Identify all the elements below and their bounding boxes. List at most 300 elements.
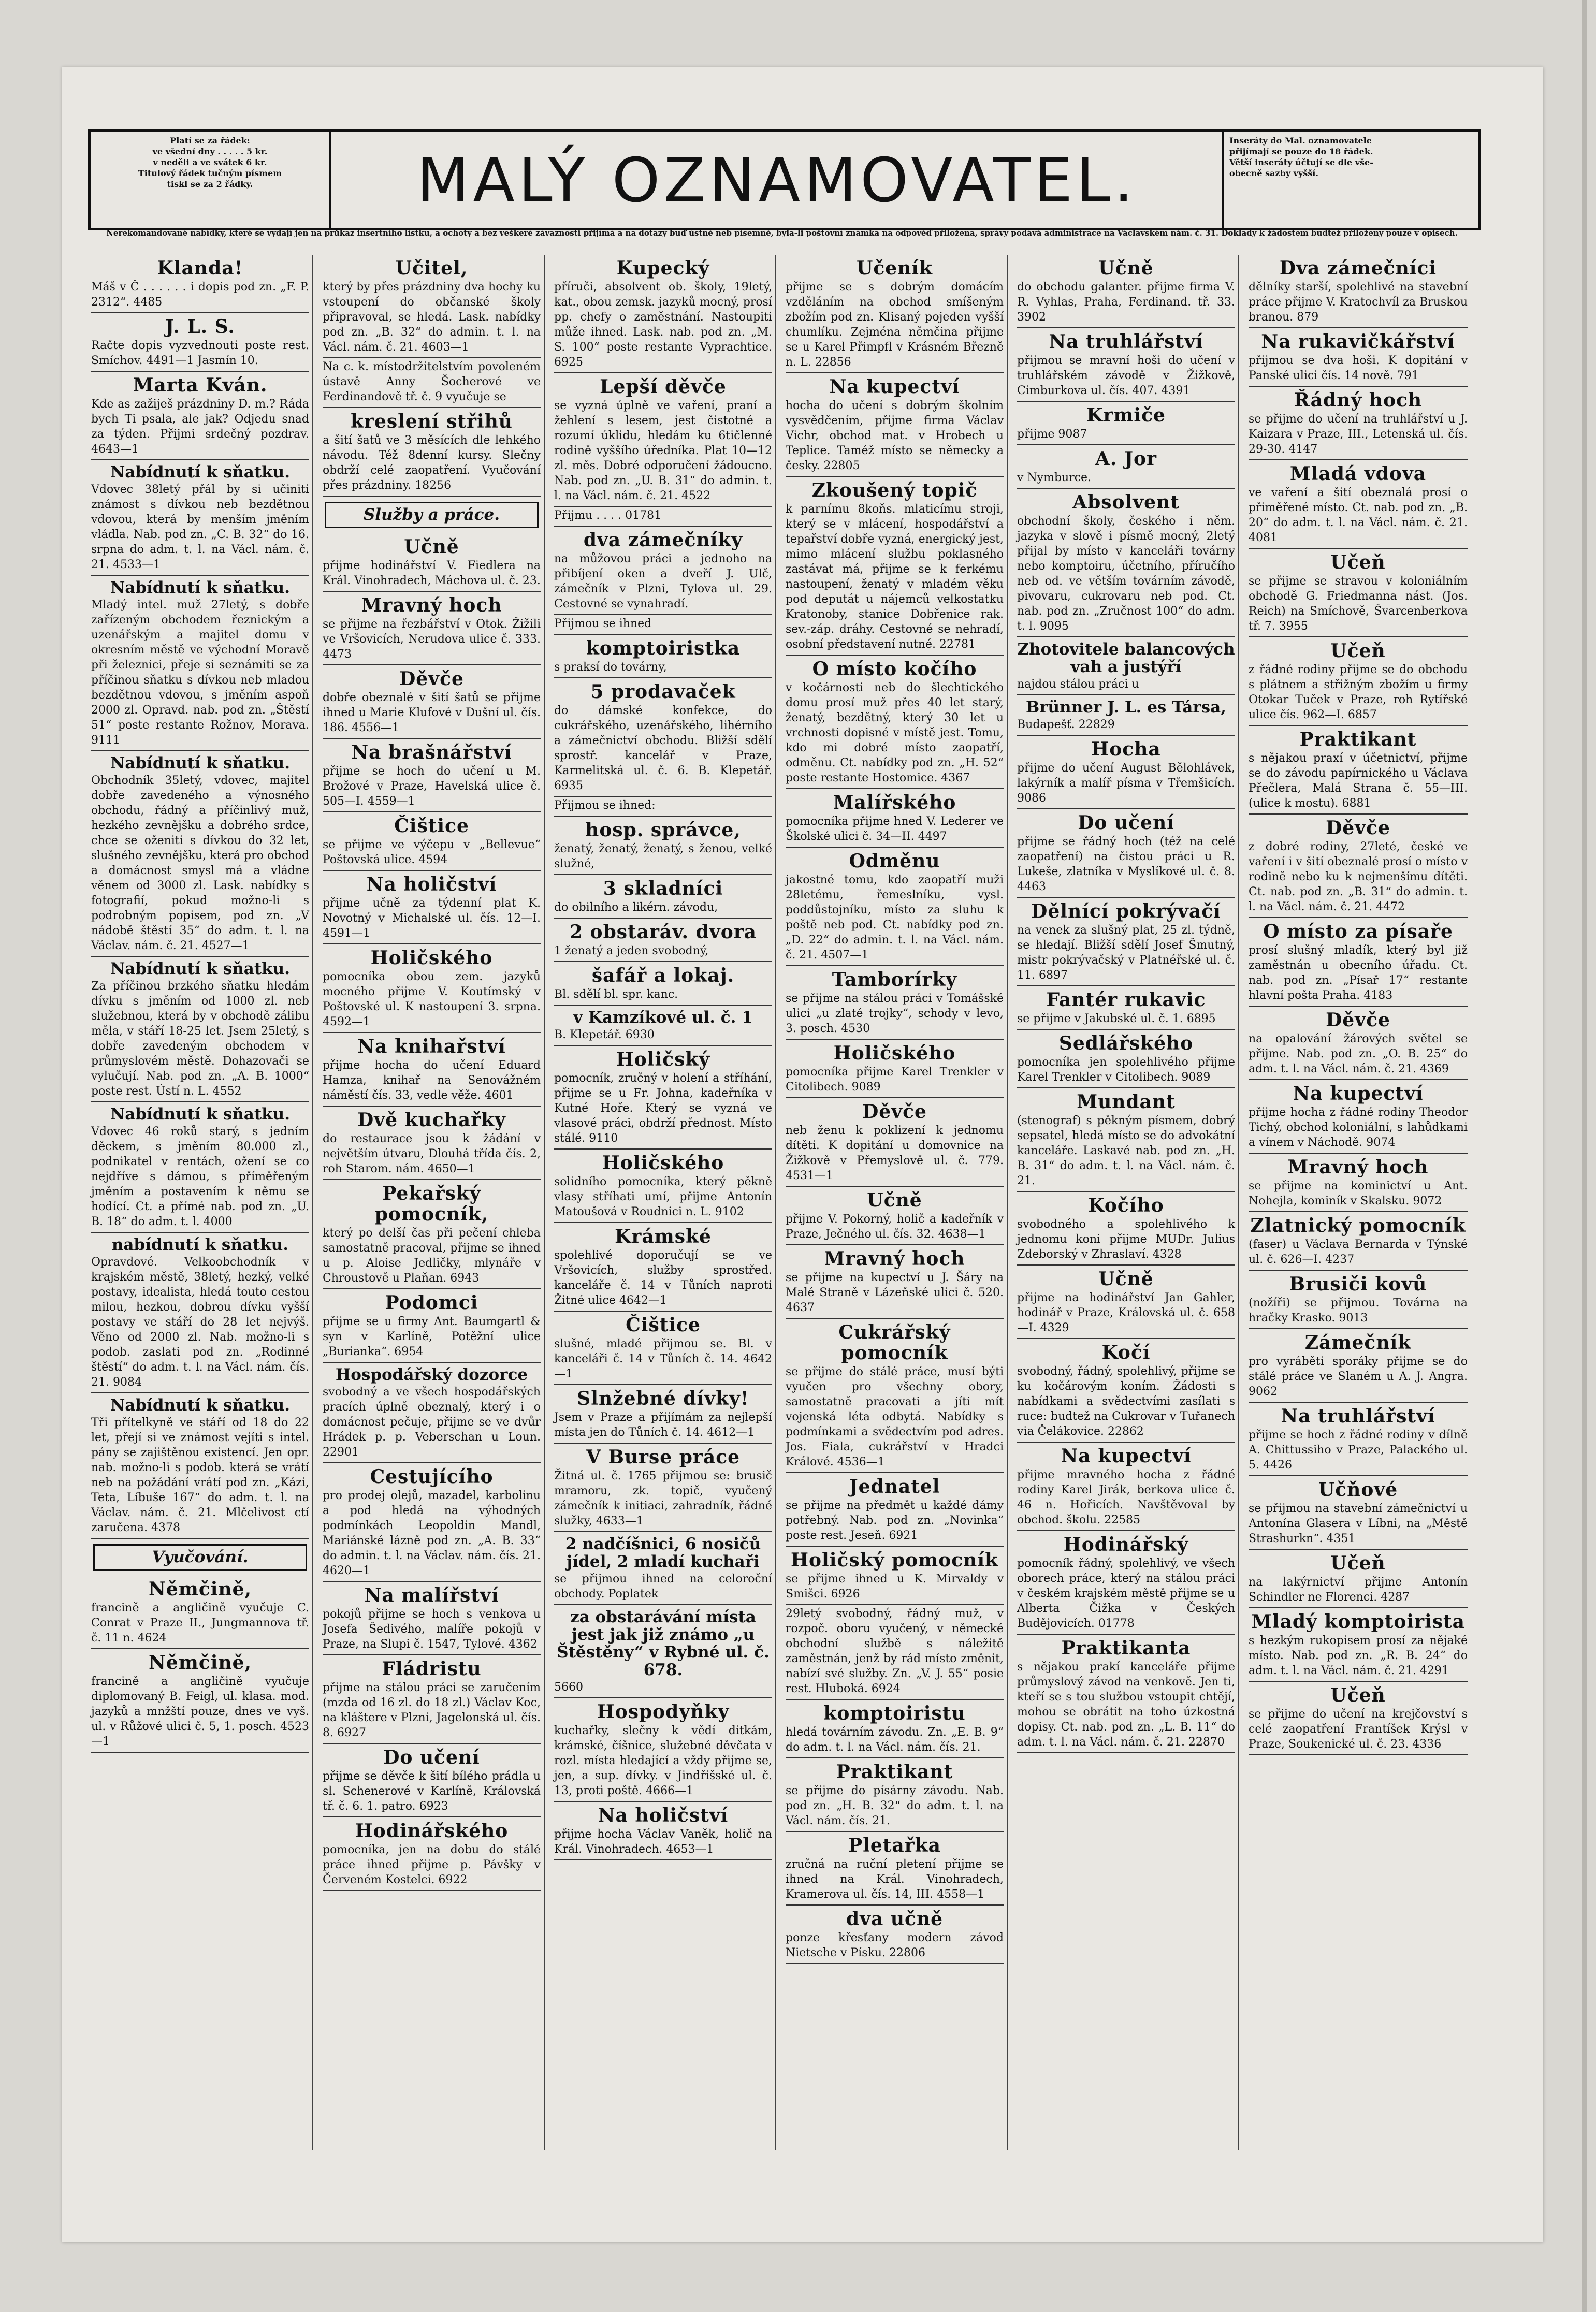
ad-heading: v Kamzíkové ul. č. 1 [573,1008,753,1027]
classified-ad [1249,1682,1468,1755]
section-heading: Služby a práce. [325,502,539,528]
ad-text: přijme 9087 [1017,428,1087,441]
classified-ad [1249,328,1468,387]
ad-heading: Děvče [1326,817,1390,839]
ad-text: se přijme na předmět u každé dámy potřebný. Nab. pod zn. „Novinka“ poste rest. Jeseň. 6921 [786,1499,1004,1542]
classified-ad [1249,815,1468,918]
classified-ad [554,1605,772,1698]
ad-text: (stenograf) s pěkným písmem, dobrý sepsatel, hledá místo se do advokátní kanceláře. Laskavé nab. pod zn. „H. B. 31“ do adm. t. l. na Václ. nám. č. 21. [1017,1114,1235,1187]
ad-text: dělníky starší, spolehlivé na stavební práce přijme V. Kratochvíl za Bruskou branou. 879 [1249,281,1468,324]
classified-ad [1249,918,1468,1007]
ad-text: přijme na stálou práci se zaručením (mzda od 16 zl. do 18 zl.) Václav Koc, na kláštere v Plzni, Jagelonská ul. čís. 8. 6927 [323,1681,541,1739]
ad-heading: Učeník [856,257,933,279]
classified-ad [1017,255,1235,328]
classified-ad [786,848,1004,966]
ad-text: přijme se hoch z řádné rodiny v dílně A. Chittussiho v Praze, Palackého ul. 5. 4426 [1249,1429,1468,1472]
ad-heading: Odměnu [849,850,940,872]
classified-ad [323,358,541,408]
ad-text: ponze křesťany modern závod Nietsche v Písku. 22806 [786,1931,1004,1959]
ad-text: se přijme na řezbářství v Otok. Žižili ve Vršovicích, Nerudova ulice č. 333. 4473 [323,618,541,661]
ad-text: Na c. k. místodržitelstvím povoleném ústavě Anny Šocherové ve Ferdinandově tř. č. 9 vyučuje se [323,360,541,403]
classified-ad [554,1046,772,1150]
ad-heading: Brünner J. L. es Társa, [1025,698,1227,717]
classified-ad [91,460,309,576]
classified-ad [554,1150,772,1223]
ad-heading: Učně [1098,1268,1154,1290]
ad-heading: 2 obstaráv. dvora [569,921,757,943]
ad-text: se přijmou ihned na celoroční obchody. Poplatek [554,1573,772,1601]
ad-heading: Učeň [1330,1684,1386,1706]
classified-ad [1017,1339,1235,1443]
classified-ad [323,1289,541,1363]
classified-ad [91,1649,309,1753]
ad-text: na lakýrnictví přijme Antonín Schindler ne Florenci. 4287 [1249,1576,1468,1604]
ad-heading: Na truhlářství [1049,331,1203,353]
ad-text: Jsem v Praze a přijímám za nejlepší místa jen do Tůních č. 14. 4612—1 [554,1411,772,1439]
ad-heading: Na holičství [366,874,497,895]
ad-heading: Tamborírky [832,969,957,991]
classified-ad [323,255,541,358]
ad-heading: Absolvent [1072,491,1180,513]
ad-text: přijme se řádný hoch (též na celé zaopatření) na čistou práci u R. Lukeše, zlatníka v Myslíkové ul. č. 8. 4463 [1017,835,1235,893]
ad-heading: V Burse práce [586,1446,741,1468]
rules-line: Inseráty do Mal. oznamovatele [1229,136,1372,146]
classified-ad [554,255,772,373]
ad-text: do obchodu galanter. přijme firma V. R. Vyhlas, Praha, Ferdinand. tř. 33. 3902 [1017,281,1235,324]
ad-heading: Čištice [626,1314,701,1336]
ad-heading: 2 nadčíšnici, 6 nosičů jídel, 2 mladí kuchaři [565,1535,761,1571]
ad-heading: Děvče [1326,1009,1390,1031]
classified-ad [1017,1192,1235,1266]
classified-ad [786,373,1004,477]
ad-heading: Do učení [383,1747,480,1768]
classified-ad [323,1463,541,1582]
classified-ad [1249,726,1468,815]
ad-heading: Holičského [833,1042,956,1064]
classified-ad [1017,489,1235,637]
ad-heading: Hodinářského [355,1820,509,1842]
ad-heading: A. Jor [1095,448,1157,470]
ad-heading: Pletařka [848,1835,941,1856]
ad-text: 1 ženatý a jeden svobodný, [554,944,709,957]
ad-heading: Na kupectví [1293,1083,1424,1104]
ad-heading: 5 prodavaček [590,681,736,703]
classified-ad [1017,809,1235,898]
ad-text: přijme učně za týdenní plat K. Novotný v Michalské ul. čís. 12—I. 4591—1 [323,897,541,940]
classified-ad [786,656,1004,789]
classified-ad [786,1700,1004,1758]
ad-text: s praksí do továrny, [554,661,667,674]
classified-ad [554,817,772,875]
ad-text: spolehlivé doporučují se ve Vršovicích, služby sprostřed. kanceláře č. 14 v Tůních naproti Žitné ulice 4642—1 [554,1249,772,1307]
classified-ad [1017,637,1235,695]
classified-ad [91,1102,309,1233]
classified-ad [554,1802,772,1860]
ad-text: se přijme na kupectví u J. Šáry na Malé Straně v Lázeňské ulici č. 520. 4637 [786,1271,1004,1314]
ad-text: se přijmou na stavební zámečnictví u Antonína Glasera v Líbni, na „Městě Strashurkn“. 4351 [1249,1502,1468,1545]
ad-text: se přijme do učení na krejčovství s celé zaopatření Frantíšek Krýsl v Praze, Soukenické ul. č. 23. 4336 [1249,1708,1468,1751]
ad-heading: Lepší děvče [600,376,727,398]
ad-text: Budapešť. 22829 [1017,718,1115,731]
classified-ad [1017,445,1235,489]
ad-text: se přijme do učení na truhlářství u J. Kaizara v Praze, III., Letenská ul. čís. 29-30. 4147 [1249,413,1468,456]
ad-text: přijme se děvče k šití bílého prádla u sl. Schenerové v Karlíně, Královská tř. č. 6. 1. patro. 6923 [323,1770,541,1813]
price-line: v neděli a ve svátek 6 kr. [153,157,267,167]
ad-text: v Nymburce. [1017,471,1092,484]
ad-text: k parnímu 8koňs. mlaticímu stroji, který se v mlácení, hospodářství a tepařství dobře vyzná, energický jest, mimo mlácení službu poklasného zastávat má, přijme se k ferkému nastoupení, ženatý v mladém věku pod deputát u nájemců velkostatku Kratonoby, stanice Dobřenice rak. sev.-záp. dráhy. Cestovné se nehradí, osobní představení nutné. 22781 [786,503,1004,651]
ad-heading: Dělnící pokrývačí [1031,900,1221,922]
ad-text: neb ženu k poklizení k jednomu dítěti. K dopitání u domovnice na Žižkově v Přemyslově ul. č. 779. 4531—1 [786,1124,1004,1182]
classified-ad [1249,1329,1468,1403]
classified-ad [323,533,541,592]
ad-heading: Učně [867,1189,922,1211]
price-line: tiskl se za 2 řádky. [167,179,253,189]
ad-heading: O místo za písaře [1263,921,1453,942]
ad-text: B. Klepetář. 6930 [554,1028,655,1041]
classified-ad [554,1532,772,1605]
ad-text: na můžovou práci a jednoho na přibíjení oken a dveří J. Ulč, zámečník v Plzni, Tylova ul. 29. Cestovné se vynahradí. [554,552,772,610]
ad-text: přijme hocha Václav Vaněk, holič na Král. Vinohradech. 4653—1 [554,1828,772,1856]
ad-heading: Praktikant [1299,729,1417,750]
ad-text: svobodného a spolehlivého k jednomu koni přijme MUDr. Julius Zdeborský v Zhraslaví. 4328 [1017,1218,1235,1261]
classified-ad [1249,255,1468,328]
ad-text: s nějakou prakí kanceláře přijme průmyslový závod na venkově. Jen ti, kteří se s tou službou vstoupit chtějí, mohou se obrátit na toho úzkostná dopisy. Ct. nab. pod zn. „L. B. 11“ do adm. t. l. na Václ. nám. č. 21. 22870 [1017,1661,1235,1749]
ad-text: přijme hocha do učení Eduard Hamza, knihař na Senovážném náměstí čís. 33, vedle věže. 4601 [323,1059,541,1102]
ad-heading: Fantér rukavic [1046,989,1206,1011]
scan-edge [1582,0,1587,2312]
classified-ad [554,635,772,678]
classified-ad [1017,1088,1235,1192]
ad-heading: Dva zámečníci [1279,257,1437,279]
ad-heading: Na kupectví [829,376,960,398]
ad-heading: Praktikanta [1061,1637,1191,1659]
classified-ad [1249,1007,1468,1080]
classified-ad [786,1098,1004,1187]
ad-heading: Děvče [862,1101,927,1123]
classified-ad [323,1744,541,1817]
ad-heading: Praktikant [836,1761,953,1783]
ad-text: pokojů přijme se hoch s venkova u Josefa Šedivého, malíře pokojů v Praze, na Slupi č. 1547, Tylové. 4362 [323,1608,541,1651]
classified-ad [786,1547,1004,1605]
classified-ad [786,1473,1004,1547]
ad-text: hocha do učení s dobrým školním vysvědčením, přijme firma Václav Vichr, obchod mat. v Hrobech u Teplice. Taméž místo se německy a česky. 22805 [786,399,1004,472]
classified-ad [1017,1030,1235,1088]
price-line: Platí se za řádek: [170,136,250,146]
ad-heading: Učňové [1318,1479,1398,1501]
classified-ad [554,1444,772,1532]
column-5 [1014,255,1239,2150]
ad-text: přijme hocha z řádné rodiny Theodor Tichý, obchod koloniální, s lahůdkami a vínem v Náchodě. 9074 [1249,1106,1468,1149]
column-1 [88,255,313,2150]
column-2 [320,255,545,2150]
classified-ad [1017,986,1235,1030]
classified-ad [1249,1403,1468,1476]
rules-line: obecně sazby vyšší. [1229,168,1318,178]
ad-heading: Řádný hoch [1294,389,1423,411]
ad-text: pro prodej olejů, mazadel, karbolinu a pod hledá na výhodných podmínkách Leopoldin Mandl, Mariánské lázně pod zn. „A. B. 33“ do admin. t. l. na Václav. nám. čís. 21. 4620—1 [323,1489,541,1577]
ad-heading: Marta Kván. [133,374,268,396]
ad-text: jakostné tomu, kdo zaopatří muži 28letému, řemeslníku, vysl. poddůstojníku, místo za sluhu k poště neb pod. Ct. nabídky pod zn. „D. 22“ do admin. t. l. na Václ. nám. č. 21. 4507—1 [786,874,1004,962]
classified-ad [1017,1443,1235,1531]
ad-text: francině a angličině vyučuje diplomovaný B. Feigl, ul. klasa. mod. jazyků a mnžští pouze, dnes ve vyš. ul. v Růžové ulici č. 5, 1. posch. 4523—1 [91,1675,309,1748]
ad-text: ženatý, ženatý, ženatý, s ženou, velké služné, [554,842,772,870]
classified-ad [786,1040,1004,1098]
ad-heading: nabídnutí k sňatku. [111,1235,289,1254]
classified-ad [91,751,309,957]
classified-ad [91,957,309,1102]
ad-text: přijme se u firmy Ant. Baumgartl & syn v Karlíně, Potěžní ulice „Burianka“. 6954 [323,1315,541,1358]
ad-text: Žitná ul. č. 1765 přijmou se: brusič mramoru, zk. topič, vyučený zámečník k initiaci, zahradník, řádné služky, 4633—1 [554,1470,772,1528]
ad-text: hledá továrním závodu. Zn. „E. B. 9“ do adm. t. l. na Václ. nám. čís. 21. [786,1726,1004,1754]
classified-ad [91,1576,309,1649]
classified-ad [554,1312,772,1385]
ad-text: solidního pomocníka, který pěkně vlasy stříhati umí, přijme Antonín Matoušová v Roudnici n. L. 9102 [554,1175,772,1218]
ad-heading: Cukrářský pomocník [838,1321,951,1364]
ad-heading: Zhotovitele balancových vah a justýří [1017,640,1235,676]
classified-ad [786,1187,1004,1245]
ad-text: kuchařky, slečny k vědí ditkám, krámské, číšnice, služebné děvčata v rozl. místa hledající a vždy přijme se, jen, a sup. dívky. v Jindřišské ul. č. 13, proti poště. 4666—1 [554,1724,772,1797]
ad-text: 29letý svobodný, řádný muž, v rozpoč. oboru vyučený, v německé obchodní službě s náležitě zaměstnán, jenž by rád místo změnit, nabízí své služby. Zn. „V. J. 55“ posie rest. Hluboká. 6924 [786,1607,1004,1695]
ad-heading: Mravný hoch [824,1248,965,1270]
classified-ad [1017,328,1235,402]
ad-heading: Nabídnutí k sňatku. [110,463,290,482]
ad-heading: Učně [1098,257,1154,279]
classified-ad [554,1006,772,1046]
ad-text: (nožíři) se přijmou. Továrna na hračky Krasko. 9013 [1249,1297,1468,1325]
ad-heading: Malířského [833,792,956,813]
ad-text: obchodní školy, českého i něm. jazyka v slově i písmě mocný, 2letý přijal by místo v kanceláři továrny nebo komptoiru, účetního, příručího neb od. ve větším továrním závodě, pivovaru, cukrovaru neb pod. Ct. nab. pod zn. „Zručnost 100“ do adm. t. l. 9095 [1017,515,1235,633]
classified-ad [1249,637,1468,726]
ad-heading: Fládristu [382,1658,482,1680]
ad-heading: Hospodyňky [597,1701,730,1723]
ad-text: Račte dopis vyzvednouti poste rest. Smíchov. 4491—1 Jasmín 10. [91,339,309,367]
ad-heading: Na kupectví [1061,1445,1192,1467]
ad-text: Mladý intel. muž 27letý, s dobře zařízeným obchodem řeznickým a uzenářským a majitel domu v okresním městě ve východní Moravě při železnici, přeje si seznámiti se za příčinou sňatku s dívkou neb mladou bezdětnou vdovou, s jměním aspoň 2000 zl. Opravd. nab. pod zn. „Štěstí 51“ poste restante Rožnov, Morava. 9111 [91,599,309,747]
classified-ad [1249,387,1468,460]
ad-heading: Mundant [1077,1091,1176,1113]
classified-ad [91,255,309,313]
ad-heading: Na knihařství [357,1036,506,1057]
classified-ad [786,966,1004,1040]
ad-heading: komptoiristu [823,1703,966,1724]
ad-text: se přijme ihned u K. Mirvaldy v Smišci. 6926 [786,1573,1004,1601]
ad-heading: Holičského [602,1152,724,1174]
ad-text: přijmou se mravní hoši do učení v truhlářském závodě v Žižkově, Cimburkova ul. čís. 407. 4391 [1017,354,1235,397]
rules-box [1222,132,1478,228]
ad-heading: O místo kočího [812,658,977,680]
classified-ad [786,477,1004,656]
ad-text: svobodný a ve všech hospodářských pracích úplně obeznalý, který i o domácnost pečuje, přijme se ve dvůr Hrádek p. p. Veberschan u Loun. 22901 [323,1386,541,1459]
ad-heading: Na malířství [364,1584,499,1606]
ad-heading: za obstarávání místa jest jak již známo „u Štěstěny“ v Rybné ul. č. 678. [557,1608,770,1679]
ad-heading: Holičského [370,947,493,969]
ad-text: se přijme na kominictví u Ant. Nohejla, kominík v Skalsku. 9072 [1249,1180,1468,1208]
ad-heading: Na truhlářství [1281,1405,1435,1427]
classified-ad [1249,1476,1468,1550]
ad-text: který by přes prázdniny dva hochy ku vstoupení do občanské školy připravoval, se hledá. Lask. nabídky pod zn. „B. 32“ do admin. t. l. na Václ. nám. č. 21. 4603—1 [323,281,541,354]
classified-ad [1017,1266,1235,1339]
ad-heading: J. L. S. [165,316,235,338]
ad-text: pomocníka, jen na dobu do stálé práce ihned přijme p. Pávšky v Červeném Kostelci. 6922 [323,1843,541,1886]
ad-text: pro vyráběti sporáky přijme se do stálé práce ve Slaném u A. J. Angra. 9062 [1249,1355,1468,1398]
classified-ad [91,1393,309,1539]
ad-heading: Zkoušený topič [811,479,978,501]
ad-heading: Slnžebné dívky! [577,1388,749,1409]
classified-ad [786,1605,1004,1700]
ad-heading: Učeň [1330,551,1386,573]
classified-ad [91,576,309,751]
ad-text: slušné, mladé přijmou se. Bl. v kanceláři č. 14 v Tůních č. 14. 4642—1 [554,1337,772,1380]
ad-text: Tři přítelkyně ve stáří od 18 do 22 let, přejí si ve známost vejíti s intel. pány se zajištěnou existencí. Jen opr. nab. možno-li s podob. která se vrátí neb na požádání vrátí pod zn. „Kázi, Teta, Líbuše 167“ do adm. t. l. na Václav. nám. č. 21. Mlčelivost ctí zaručena. 4378 [91,1416,309,1534]
ad-text: francině a angličině vyučuje C. Conrat v Praze II., Jungmannova tř. č. 11 n. 4624 [91,1602,309,1645]
price-box [91,132,331,228]
ad-text: Vdovec 38letý přál by si učiniti známost s dívkou neb bezdětnou vdovou, která by menším jměním vládla. Nab. pod zn. „C. B. 32“ do 16. srpna do adm. t. l. na Václ. nám. č. 21. 4533—1 [91,483,309,571]
admin-notice: Nerekomandované nabídky, které se vydají jen na průkaz insertního lístku, a ochoty a bez veškeré závaznosti přijímá a na dotazy buď ústně neb písemně, byla-li poštovní známka na odpověď přiložena, správy podává administrace na Václavském nám. č. 31. Doklady k žádostem budtež přiloženy pouze v opisech. [106,228,1458,238]
ad-text: Přijmou se ihned [554,617,652,630]
ad-text: se vyzná úplně ve vaření, praní a žehlení s lesem, jest čistotné a rozumí úklidu, hledám ku 6tičlenné rodině vyššího úředníka. Plat 10—12 zl. měs. Dobré odporučení žádoucno. Nab. pod zn. „U. B. 31“ do admin. t. l. na Václ. nám. č. 21. 4522 [554,399,772,502]
classified-ad [1017,1635,1235,1753]
price-line: Titulový řádek tučným písmem [138,168,282,178]
classified-ad [554,1223,772,1312]
ad-heading: Nabídnutí k sňatku. [110,959,290,978]
ad-heading: Holičský pomocník [791,1549,998,1571]
ad-text: Kde as zažiješ prázdniny D. m.? Ráda bych Ti psala, ale jak? Odjedu snad za týden. Přijmi srdečný pozdrav. 4643—1 [91,398,309,456]
ad-text: se přijme se stravou v koloniálním obchodě G. Friedmanna nást. (Jos. Reich) na Smíchově, Švarcenberkova tř. 7. 3955 [1249,575,1468,633]
ad-text: pomocníka obou zem. jazyků mocného přijme V. Koutímský v Poštovské ul. K nastoupení 3. srpna. 4592—1 [323,970,541,1028]
ad-text: Máš v Č . . . . . . i dopis pod zn. „F. P. 2312“. 4485 [91,281,309,309]
ad-heading: Kočí [1101,1342,1151,1363]
ad-heading: Děvče [399,668,464,690]
classified-ad [1249,1212,1468,1271]
ad-text: přijme V. Pokorný, holič a kadeřník v Praze, Ječného ul. čís. 32. 4638—1 [786,1213,1004,1241]
ad-text: svobodný, řádný, spolehlivý, přijme se ku kočárovým koním. Žádosti s nabídkami a svědectvími zasílati s ruce: budtež na Cukrovar v Tuřanech via Čelákovice. 22862 [1017,1365,1235,1438]
classified-ad [554,678,772,797]
classified-ad [91,1233,309,1393]
ad-text: do restaurace jsou k žádání v největším útvaru, Dlouhá třída čís. 2, roh Starom. nám. 4650—1 [323,1132,541,1175]
ad-heading: Kočího [1088,1195,1164,1216]
classified-columns [88,255,1476,2150]
ad-heading: Holičský [616,1049,710,1070]
ad-heading: Němčině, [148,1652,252,1674]
ad-text: Obchodník 35letý, vdovec, majitel dobře zavedeného a výnosného obchodu, řádný a příčinlivý muž, hezkého zevnějšku a dobrého srdce, chce se oženiti s dívkou do 32 let, slušného zevnějšku, která pro obchod a domácnost smysl má a vládne věnem od 3000 zl. Lask. nabídky s fotografií, pokud možno-li s podrobným popisem, pod zn. „V nádobě štěstí 35“ do adm. t. l. na Václav. nám. č. 21. 4527—1 [91,774,310,952]
ad-heading: Pekařský pomocník, [374,1183,489,1225]
classified-ad [554,875,772,919]
ad-text: se přijme do písárny závodu. Nab. pod zn. „H. B. 32“ do adm. t. l. na Václ. nám. čís. 21. [786,1784,1004,1827]
ad-heading: Sedlářského [1058,1033,1194,1054]
classified-ad [323,1033,541,1107]
classified-ad [323,871,541,944]
ad-text: příruči, absolvent ob. školy, 19letý, kat., obou zemsk. jazyků mocný, prosí pp. chefy o zaměstnání. Nastoupiti může ihned. Lask. nab. pod zn. „M. S. 100“ poste restante Vyprachtice. 6925 [554,281,772,369]
ad-heading: Učně [404,536,459,558]
classified-ad [554,507,772,527]
classified-ad [323,1107,541,1180]
column-4 [782,255,1008,2150]
classified-ad [1249,1080,1468,1154]
ad-text: a šití šatů ve 3 měsících dle lehkého návodu. Též 8denní kursy. Slečny obdrží celé zaopatření. Vyučování přes prázdniny. 18256 [323,434,541,492]
classified-ad [323,944,541,1033]
ad-heading: šafář a lokaj. [591,965,735,986]
ad-text: se přijme do stálé práce, musí býti vyučen pro všechny obory, samostatně pracovati a jíti mít vojenská léta odbytá. Nabídky s podmínkami a svědectvím pod adres. Jos. Fiala, cukrářství v Hradci Králové. 4536—1 [786,1365,1004,1468]
classified-ad [1249,1154,1468,1212]
section-heading: Vyučování. [93,1544,307,1571]
ad-text: s hezkým rukopisem prosí za nějaké místo. Nab. pod zn. „R. B. 24“ do adm. t. l. na Václ. nám. č. 21. 4291 [1249,1634,1468,1677]
classified-ad [323,1582,541,1655]
ad-heading: hosp. správce, [585,819,741,841]
ad-text: ve vaření a šití obeznalá prosí o přiměřené místo. Ct. nab. pod zn. „B. 20“ do adm. t. l. na Václ. nám. č. 21. 4081 [1249,486,1468,544]
classified-ad [554,1698,772,1802]
classified-ad [1017,736,1235,809]
ad-heading: Hodinářský [1063,1534,1189,1555]
ad-text: přijme se hoch do učení u M. Brožové v Praze, Havelská ulice č. 505—I. 4559—1 [323,765,541,808]
classified-ad [323,592,541,665]
ad-heading: Na rukavičkářství [1261,331,1455,353]
ad-heading: Brusiči kovů [1289,1273,1427,1295]
ad-text: přijme mravného hocha z řádné rodiny Karel Jirák, berkova ulice č. 46 n. Hořicích. Navštěvoval by obchod. školu. 22585 [1017,1468,1235,1526]
ad-text: pomocník řádný, spolehlivý, ve všech oborech práce, který na stálou práci v českém krajském městě přijme se u Alberta Čižka v Českých Budějovicích. 01778 [1017,1557,1235,1630]
ad-heading: Jednatel [849,1476,940,1497]
ad-heading: Cestujícího [370,1466,494,1488]
ad-heading: Čištice [394,815,469,837]
ad-heading: Zlatnický pomocník [1250,1215,1466,1237]
ad-text: zručná na ruční pletení přijme se ihned na Král. Vinohradech, Kramerova ul. čís. 14, III. 4558—1 [786,1858,1004,1901]
ad-heading: Nabídnutí k sňatku. [110,1105,290,1124]
ad-heading: Na brašnářství [351,741,512,763]
classified-ad [323,408,541,497]
ad-text: do dámské konfekce, do cukrářského, uzenářského, lihérního a zámečnictví obchodu. Bližší sdělí sprostř. kancelář v Praze, Karmelitská ul. č. 6. B. Klepetář. 6935 [554,704,772,792]
ad-heading: Učitel, [395,257,468,279]
classified-ad [554,919,772,962]
masthead [88,129,1481,230]
classified-ad [1017,1531,1235,1635]
rules-line: Větší inseráty účtují se dle vše- [1229,157,1373,167]
ad-heading: Němčině, [148,1578,252,1600]
rules-line: přijímají se pouze do 18 řádek. [1229,147,1373,156]
classified-ad [786,1758,1004,1832]
ad-text: 5660 [554,1681,583,1694]
ad-text: (faser) u Václava Bernarda v Týnské ul. č. 626—I. 4237 [1249,1238,1468,1266]
ad-heading: Mravný hoch [361,594,502,616]
classified-ad [554,962,772,1006]
ad-text: pomocníka přijme Karel Trenkler v Citolibech. 9089 [786,1066,1004,1094]
ad-text: se přijme ve výčepu v „Bellevue“ Poštovská ulice. 4594 [323,838,541,866]
ad-heading: Mravný hoch [1287,1156,1429,1178]
ad-text: přijme do učení August Bělohlávek, lakýrník a malíř písma v Třemšicích. 9086 [1017,762,1235,805]
ad-text: přijme na hodinářství Jan Gahler, hodinář v Praze, Královská ul. č. 658—I. 4329 [1017,1291,1235,1334]
ad-text: Přijmu . . . . 01781 [554,509,662,522]
ad-heading: Hocha [1091,738,1161,760]
ad-text: se přijme v Jakubské ul. č. 1. 6895 [1017,1012,1216,1025]
ad-text: se přijme na stálou práci v Tomášské ulici „u zlaté trojky“, schody v levo, 3. posch. 4530 [786,992,1004,1035]
classified-ad [786,1832,1004,1906]
ad-heading: 3 skladníci [603,878,723,899]
ad-heading: Učeň [1330,640,1386,662]
classified-ad [554,1385,772,1444]
ad-heading: Nabídnutí k sňatku. [110,1396,290,1415]
classified-ad [91,372,309,460]
ad-heading: Krámské [615,1226,712,1247]
ad-heading: Hospodářský dozorce [335,1365,528,1384]
ad-heading: Mladý komptoirista [1251,1611,1465,1633]
column-3 [551,255,776,2150]
ad-text: dobře obeznalé v šití šatů se přijme ihned u Marie Klufové v Dušní ul. čís. 186. 4556—1 [323,691,541,734]
ad-heading: Krmiče [1086,404,1166,426]
classified-ad [323,1363,541,1463]
ad-text: z dobré rodiny, 27leté, české ve vaření i v šití obeznalé prosí o místo v rodině nebo ku k nejmenšímu dítěti. Ct. nab. pod zn. „B. 31“ do admin. t. l. na Václ. nám. č. 21. 4472 [1249,840,1468,913]
ad-heading: dva zámečníky [583,529,743,551]
ad-heading: Nabídnutí k sňatku. [110,578,290,597]
classified-ad [554,527,772,615]
classified-ad [786,789,1004,848]
